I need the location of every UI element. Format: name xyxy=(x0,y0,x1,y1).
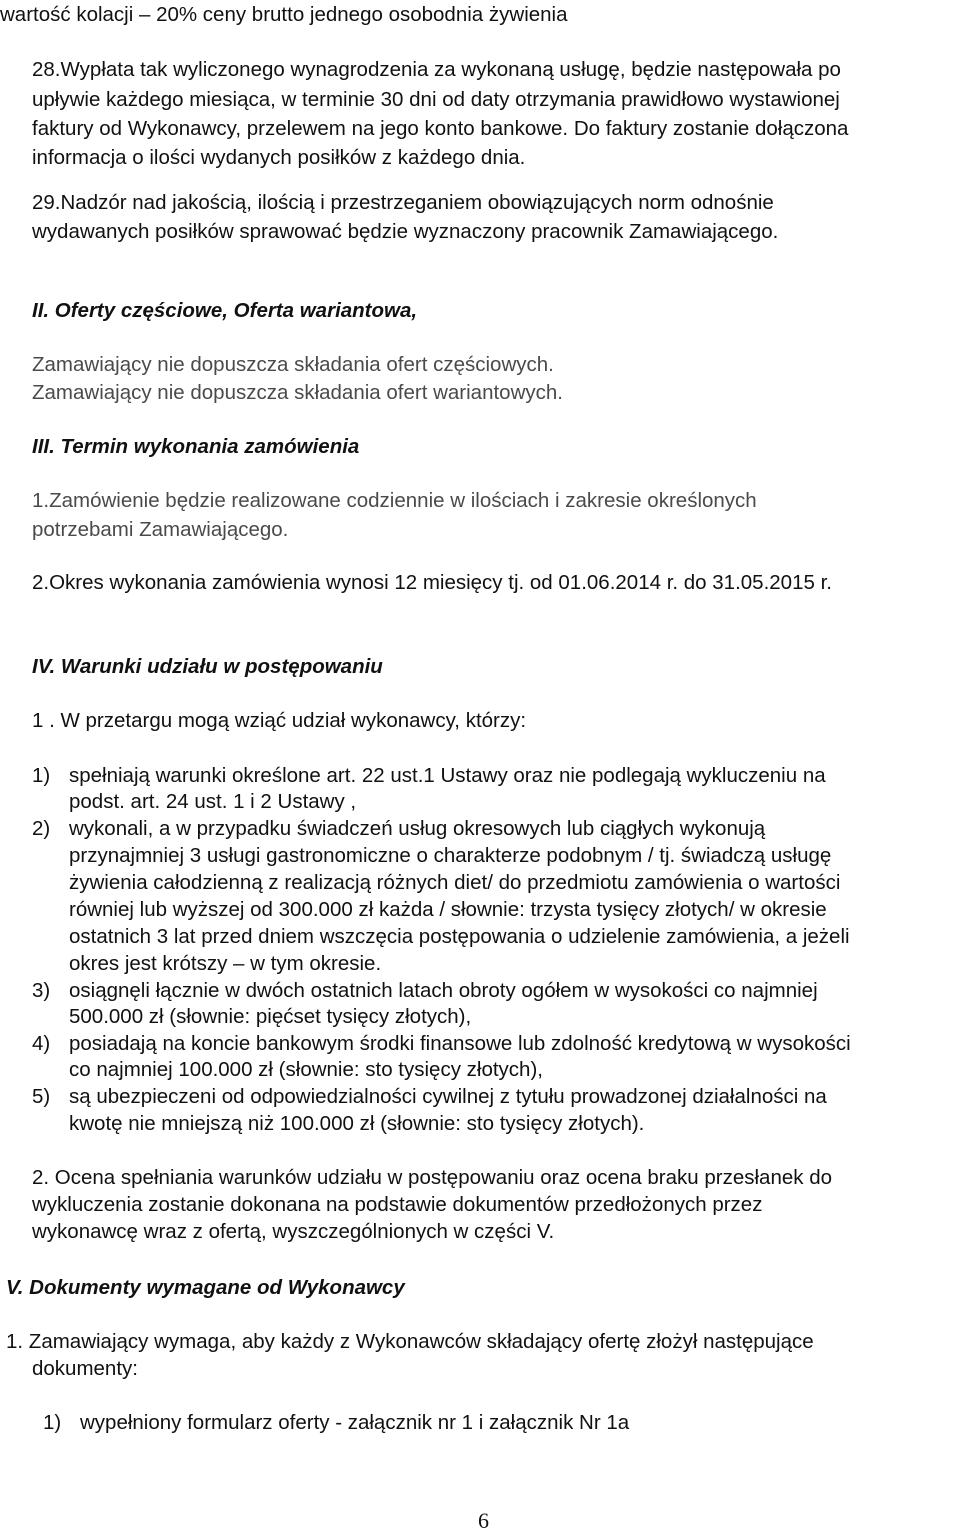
text-line: są ubezpieczeni od odpowiedzialności cywilnej z tytułu prowadzonej działalności na xyxy=(69,1085,827,1108)
text-line: 29.Nadzór nad jakością, ilością i przestrzeganiem obowiązujących norm odnośnie xyxy=(32,191,774,214)
text-line: wykonawcę wraz z ofertą, wyszczególnionych w części V. xyxy=(32,1220,555,1243)
list-number: 1) xyxy=(32,764,51,787)
list-number: 1) xyxy=(43,1411,62,1434)
text-line: 1.Zamówienie będzie realizowane codziennie w ilościach i zakresie określonych xyxy=(32,489,757,512)
list-number: 4) xyxy=(32,1032,51,1055)
text-line: ostatnich 3 lat przed dniem wszczęcia postępowania o udzielenie zamówienia, a jeżeli xyxy=(69,925,850,948)
text-line: upływie każdego miesiąca, w terminie 30 dni od daty otrzymania prawidłowo wystawionej xyxy=(32,88,840,111)
text-line: informacja o ilości wydanych posiłków z każdego dnia. xyxy=(32,146,526,169)
text-line: faktury od Wykonawcy, przelewem na jego konto bankowe. Do faktury zostanie dołączona xyxy=(32,117,849,140)
text-line: równiej lub wyższej od 300.000 zł każda / słownie: trzysta tysięcy złotych/ w okresie xyxy=(69,898,827,921)
text-line: 2.Okres wykonania zamówienia wynosi 12 miesięcy tj. od 01.06.2014 r. do 31.05.2015 r. xyxy=(32,571,832,594)
section-heading: II. Oferty częściowe, Oferta wariantowa, xyxy=(32,299,418,322)
text-line: 1 . W przetargu mogą wziąć udział wykonawcy, którzy: xyxy=(32,709,527,732)
text-line: wykonali, a w przypadku świadczeń usług okresowych lub ciągłych wykonują xyxy=(69,817,766,840)
list-number: 2) xyxy=(32,817,51,840)
text-line: co najmniej 100.000 zł (słownie: sto tysięcy złotych), xyxy=(69,1058,543,1081)
text-line: Zamawiający nie dopuszcza składania ofert częściowych. xyxy=(32,353,554,376)
page-number: 6 xyxy=(478,1508,489,1533)
text-line: podst. art. 24 ust. 1 i 2 Ustawy , xyxy=(69,790,357,813)
text-line: posiadają na koncie bankowym środki finansowe lub zdolność kredytową w wysokości xyxy=(69,1032,851,1055)
text-line: Zamawiający nie dopuszcza składania ofert wariantowych. xyxy=(32,381,563,404)
text-line: żywienia całodzienną z realizacją różnych diet/ do przedmiotu zamówienia o wartości xyxy=(69,871,841,894)
text-line: wartość kolacji – 20% ceny brutto jednego osobodnia żywienia xyxy=(0,3,568,26)
text-line: przynajmniej 3 usługi gastronomiczne o charakterze podobnym / tj. świadczą usługę xyxy=(69,844,832,867)
text-line: osiągnęli łącznie w dwóch ostatnich latach obroty ogółem w wysokości co najmniej xyxy=(69,979,818,1002)
text-line: wydawanych posiłków sprawować będzie wyznaczony pracownik Zamawiającego. xyxy=(32,220,779,243)
text-line: wykluczenia zostanie dokonana na podstawie dokumentów przedłożonych przez xyxy=(32,1193,763,1216)
text-line: potrzebami Zamawiającego. xyxy=(32,518,289,541)
text-line: 28.Wypłata tak wyliczonego wynagrodzenia za wykonaną usługę, będzie następowała po xyxy=(32,58,841,81)
text-line: okres jest krótszy – w tym okresie. xyxy=(69,952,382,975)
section-heading: III. Termin wykonania zamówienia xyxy=(32,435,360,458)
section-heading: V. Dokumenty wymagane od Wykonawcy xyxy=(6,1276,405,1299)
text-line: dokumenty: xyxy=(32,1357,138,1380)
section-heading: IV. Warunki udziału w postępowaniu xyxy=(32,655,383,678)
list-number: 5) xyxy=(32,1085,51,1108)
text-line: 2. Ocena spełniania warunków udziału w postępowaniu oraz ocena braku przesłanek do xyxy=(32,1166,832,1189)
text-line: kwotę nie mniejszą niż 100.000 zł (słownie: sto tysięcy złotych). xyxy=(69,1112,645,1135)
text-line: 1. Zamawiający wymaga, aby każdy z Wykonawców składający ofertę złożył następujące xyxy=(6,1330,814,1353)
text-line: 500.000 zł (słownie: pięćset tysięcy złotych), xyxy=(69,1005,472,1028)
text-line: wypełniony formularz oferty - załącznik nr 1 i załącznik Nr 1a xyxy=(80,1411,630,1434)
list-number: 3) xyxy=(32,979,51,1002)
text-line: spełniają warunki określone art. 22 ust.1 Ustawy oraz nie podlegają wykluczeniu na xyxy=(69,764,826,787)
